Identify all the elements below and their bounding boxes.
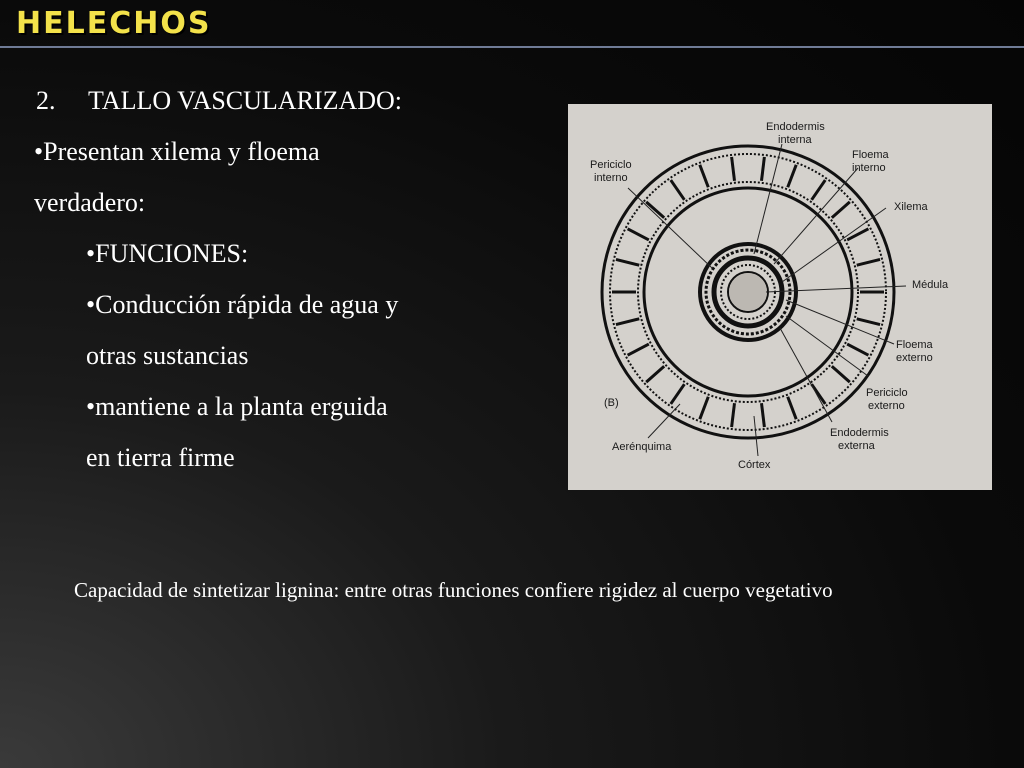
heading-tallo-vascularizado: TALLO VASCULARIZADO: (88, 86, 403, 115)
aerenchyma-spoke (762, 157, 765, 181)
list-item-number: 2. (36, 86, 56, 115)
leader-floema-interno (774, 168, 858, 264)
aerenchyma-spoke (671, 384, 685, 404)
aerenchyma-spoke (832, 202, 850, 218)
aerenchyma-spoke (646, 202, 664, 218)
bullet-xilema-floema: •Presentan xilema y floema (34, 137, 320, 166)
aerenchyma-spoke (832, 366, 850, 382)
label-xilema: Xilema (894, 201, 928, 213)
label-floema-externo-1: Floema (896, 339, 933, 351)
aerenchyma-spoke (762, 403, 765, 427)
label-periciclo-interno-2: interno (594, 172, 628, 184)
label-floema-externo-2: externo (896, 352, 933, 364)
label-floema-interno-2: interno (852, 162, 886, 174)
aerenchyma-spoke (646, 366, 664, 382)
aerenchyma-spoke (857, 259, 880, 265)
label-floema-interno-1: Floema (852, 149, 889, 161)
bullet-conduccion: •Conducción rápida de agua y (86, 290, 399, 319)
aerenchyma-spoke (616, 259, 639, 265)
label-endodermis-interna-2: interna (778, 134, 812, 146)
aerenchyma-spoke (847, 229, 868, 240)
aerenchyma-spoke (616, 319, 639, 325)
slide-title: HELECHOS (16, 6, 212, 41)
label-periciclo-externo-2: externo (868, 400, 905, 412)
bullet-funciones: •FUNCIONES: (86, 239, 249, 268)
bullet-planta-erguida: •mantiene a la planta erguida (86, 392, 388, 421)
leader-endodermis-externa (780, 328, 832, 422)
title-divider (0, 46, 1024, 48)
leader-periciclo-externo (786, 316, 868, 376)
aerenchyma-spoke (628, 344, 649, 355)
label-periciclo-interno-1: Periciclo (590, 159, 632, 171)
aerenchyma-spoke (812, 180, 826, 200)
diagram-svg (568, 104, 992, 490)
aerenchyma-spoke (732, 157, 735, 181)
aerenchyma-spoke (671, 180, 685, 200)
text-tierra-firme: en tierra firme (86, 443, 235, 472)
medula-core (729, 273, 767, 311)
aerenchyma-spoke (812, 384, 826, 404)
label-endodermis-interna-1: Endodermis (766, 121, 825, 133)
label-cortex: Córtex (738, 459, 771, 471)
label-endodermis-externa-2: externa (838, 440, 875, 452)
leader-cortex (754, 416, 758, 456)
label-aerenquima: Aerénquima (612, 441, 672, 453)
label-periciclo-externo-1: Periciclo (866, 387, 908, 399)
aerenchyma-spoke (847, 344, 868, 355)
stem-cross-section-diagram (568, 104, 992, 490)
leader-aerenquima (648, 404, 680, 438)
aerenchyma-spoke (700, 397, 709, 419)
aerenchyma-spoke (700, 165, 709, 187)
label-endodermis-externa-1: Endodermis (830, 427, 889, 439)
aerenchyma-spoke (628, 229, 649, 240)
aerenchyma-spoke (732, 403, 735, 427)
caption-lignina: Capacidad de sintetizar lignina: entre otras funciones confiere rigidez al cuerpo vegetativo (74, 578, 833, 602)
label-b: (B) (604, 397, 619, 409)
text-otras-sustancias: otras sustancias (86, 341, 249, 370)
aerenchyma-spoke (857, 319, 880, 325)
leader-endodermis-interna (754, 144, 782, 254)
text-verdadero: verdadero: (34, 188, 146, 217)
leader-xilema (782, 208, 886, 282)
aerenchyma-spoke (788, 397, 797, 419)
label-medula: Médula (912, 279, 949, 291)
aerenchyma-spoke (788, 165, 797, 187)
